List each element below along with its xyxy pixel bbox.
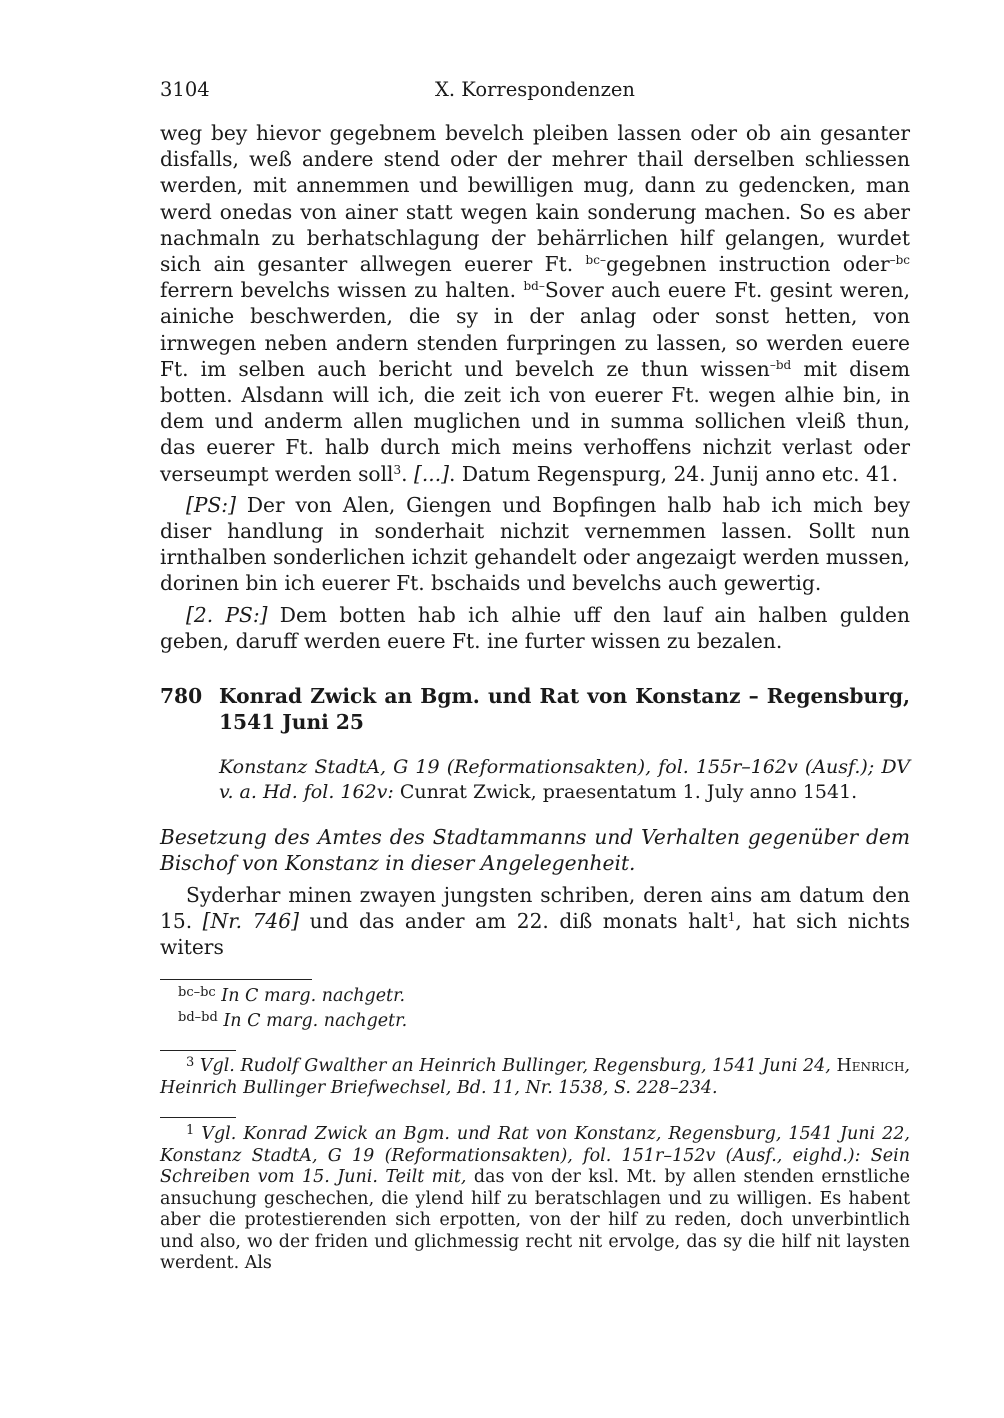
footnote-ref-1[interactable]: 1 [727,910,736,925]
page-number: 3104 [160,78,210,101]
ellipsis: [...] [413,461,449,486]
regest: Besetzung des Amtes des Stadtammanns und Verhalten gegenüber dem Bischof von Konstanz in dieser Angelegenheit. [160,825,910,876]
footnote-3: $^3$ Vgl. Rudolf Gwalther an Heinrich Bullinger, Regensburg, 1541 Juni 24, Henrich, Heinrich Bullinger Briefwechsel, Bd. 11, Nr. 1538, S. 228–234. [160,1055,910,1098]
variant-footnote-bc: $^{bc-bc}$ In C marg. nachgetr. [178,985,406,1006]
footnote-1: $^1$ Vgl. Konrad Zwick an Bgm. und Rat von Konstanz, Regensburg, 1541 Juni 22, Konstanz StadtA, G 19 (Reformationsakten), fol. 151r–152v (Ausf., eighd.): Sein Schreiben vom 15. Juni. Teilt mit, das von der ksl. Mt. by allen stenden ernstliche ansuchung geschechen, die ylend hilf zu beratschlagen und zu willigen. Es habent aber die protestierenden sich erpotten, von der hilf zu reden, doch unverbintlich und also, wo der friden und glichmessig recht nit ervolge, das sy die hilf nit laysten werdent. Als [160,1123,911,1273]
footnote-divider [160,1050,236,1051]
running-title: X. Korrespondenzen [435,78,635,101]
variant-footnote-bd: $^{bd-bd}$ In C marg. nachgetr. [178,1010,408,1031]
cross-reference[interactable]: [Nr. 746] [202,909,300,934]
variant-mark-bd-open: bd– [523,279,545,294]
ps1-label: [PS:] [186,492,236,517]
document-text: Syderhar minen zwayen jungsten schriben, deren ains am datum den 15. [Nr. 746] und das ander am 22. diß monats halt$^1$, hat sich nichts witers [160,883,910,960]
ps2-label: [2. PS:] [186,602,268,627]
footnote-divider [160,1117,236,1118]
variant-mark-bd-close: –bd [769,357,792,372]
source-note: Konstanz StadtA, G 19 (Reformationsakten), fol. 155r–162v (Ausf.); DV v. a. Hd. fol. 162v: Cunrat Zwick, praesentatum 1. July anno 1541. [219,756,910,803]
body-text [160,120,910,654]
document-number: 780 [160,684,203,708]
postscript-1: [PS:] Der von Alen, Giengen und Bopfingen halb hab ich mich bey diser handlung in sonderhait nichzit vernemmen lassen. Sollt nun irnthalben sonderlichen ichzit gehandelt oder angezaigt werden mussen, dorinen bin ich euerer Ft. bschaids und bevelchs auch gewertig. [160,492,910,596]
running-head [160,78,910,108]
postscript-2: [2. PS:] Dem botten hab ich alhie uff den lauf ain halben gulden geben, daruff werden euere Ft. ine furter wissen zu bezalen. [160,602,910,653]
variant-mark-bc-open: bc– [585,253,606,268]
document-title: Konrad Zwick an Bgm. und Rat von Konstanz – Regensburg, 1541 Juni 25 [219,684,910,734]
variant-mark-bc-close: –bc [889,253,910,268]
paragraph-letter-end: weg bey hievor gegebnem bevelch pleiben lassen oder ob ain gesanter disfalls, weß andere stend oder der mehrer thail derselben schliessen werden, mit annemmen und bewilligen mug, dann zu gedencken, man werd onedas von ainer statt wegen kain sonderung machen. So es aber nachmaln zu berhatschlagung der behärrlichen hilf gelangen, wurdet sich ain gesanter allwegen euerer Ft. $^{bc-}$gegebnen instruction oder$^{-bc}$ ferrern bevelchs wissen zu halten. $^{bd-}$Sover auch euere Ft. gesint weren, ainiche beschwerden, die sy in der anlag oder sonst hetten, von irnwegen neben andern stenden furpringen zu lassen, so werden euere Ft. im selben auch bericht und bevelch ze thun wissen$^{-bd}$ mit disem botten. Alsdann will ich, die zeit ich von euerer Ft. wegen alhie bin, in dem und anderm allen muglichen und in summa sollichen vleiß thun, das euerer Ft. halb durch mich meins verhoffens nichzit verlast oder verseumpt werden soll$^3$. [...]. Datum Regenspurg, 24. Junij anno etc. 41. [160,121,911,486]
footnote-divider [160,979,312,980]
footnote-ref-3[interactable]: 3 [393,462,402,477]
